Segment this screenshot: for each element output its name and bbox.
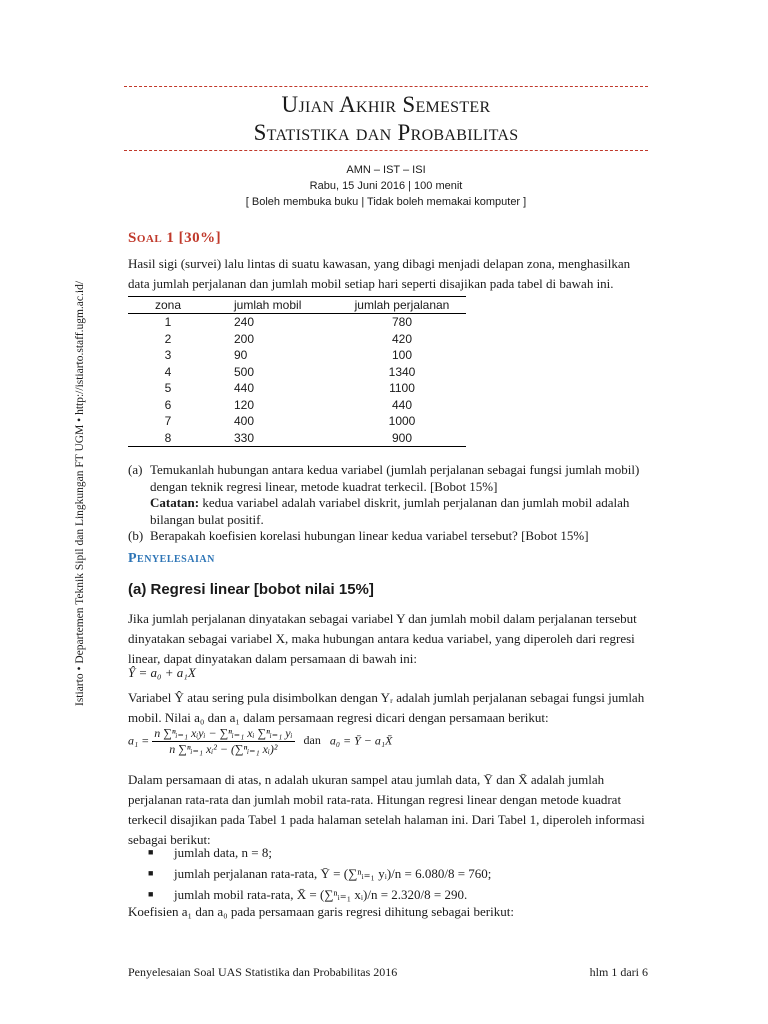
cell-zona: 3 <box>164 348 172 362</box>
cell-perjalanan: 1100 <box>389 381 415 395</box>
table-row <box>128 314 466 331</box>
cell-zona: 2 <box>164 331 172 346</box>
equation-regression: Ŷ = a₀ + a₁X <box>128 665 196 680</box>
solution-paragraph-1: Jika jumlah perjalanan dinyatakan sebagai variabel Y dan jumlah mobil dalam perjalanan tersebut dinyatakan sebagai variabel X, maka hubungan antara kedua variabel, yang diperoleh dari regresi linear, dapat dinyatakan dalam persamaan di bawah ini: <box>128 611 637 666</box>
cell-perjalanan: 1000 <box>388 414 416 428</box>
title-line-1: Ujian Akhir Semester <box>281 92 491 117</box>
solution-subheading-a: (a) Regresi linear [bobot nilai 15%] <box>128 581 374 598</box>
title-line-2: Statistika dan Probabilitas <box>253 120 519 145</box>
list-item-text: jumlah mobil rata-rata, X̄ = (∑ⁿᵢ₌₁ xᵢ)/n = 2.320/8 = 290. <box>174 887 468 902</box>
cell-perjalanan: 900 <box>338 430 466 447</box>
note-label: Catatan: <box>150 495 200 510</box>
cell-zona: 8 <box>128 430 208 447</box>
question-a <box>128 462 648 528</box>
table-row <box>128 430 466 447</box>
exam-rules: [ Boleh membuka buku | Tidak boleh memakai komputer ] <box>245 196 527 208</box>
cell-mobil: 90 <box>234 348 248 362</box>
note-text: kedua variabel adalah variabel diskrit, jumlah perjalanan dan jumlah mobil adalah bilangan bulat positif. <box>150 495 630 527</box>
cell-mobil: 200 <box>234 331 255 346</box>
solution-paragraph-2: Variabel Ŷ atau sering pula disimbolkan dengan Yᵣ adalah jumlah perjalanan sebagai fungsi jumlah mobil. Nilai a₀ dan a₁ dalam persamaan regresi dicari dengan persamaan berikut: <box>128 690 645 725</box>
bullet-icon: ■ <box>148 889 154 899</box>
equation-coefficients <box>128 726 392 757</box>
cell-mobil: 330 <box>208 430 338 447</box>
top-divider <box>124 86 648 87</box>
cell-perjalanan: 100 <box>391 348 413 362</box>
cell-perjalanan: 440 <box>391 397 413 412</box>
data-table <box>128 296 466 447</box>
equation-numerator: n ∑ⁿᵢ₌₁ xᵢyᵢ − ∑ⁿᵢ₌₁ xᵢ ∑ⁿᵢ₌₁ yᵢ <box>154 726 293 740</box>
cell-perjalanan: 1340 <box>388 364 416 379</box>
table-header-row <box>128 297 466 314</box>
footer-title: Penyelesaian Soal UAS Statistika dan Probabilitas 2016 <box>128 965 398 979</box>
cell-mobil: 120 <box>234 397 255 412</box>
cell-zona: 5 <box>164 381 172 395</box>
soal-1-heading: Soal 1 [30%] <box>128 230 222 246</box>
soal-1-intro: Hasil sigi (survei) lalu lintas di suatu kawasan, yang dibagi menjadi delapan zona, menghasilkan data jumlah perjalanan dan jumlah mobil setiap hari seperti disajikan pada tabel di bawah ini. <box>128 256 631 291</box>
table-row <box>128 413 466 430</box>
side-attribution: Istiarto • Departemen Teknik Sipil dan Lingkungan FT UGM • http://istiarto.staff.ugm.ac.id/ <box>74 280 86 706</box>
cell-mobil: 240 <box>234 315 255 329</box>
cell-mobil: 440 <box>234 381 255 395</box>
table-row <box>128 331 466 348</box>
cell-perjalanan: 420 <box>391 331 413 346</box>
table-row <box>128 397 466 414</box>
table-row <box>128 380 466 397</box>
question-b <box>128 528 648 545</box>
col-header-jumlah-mobil: jumlah mobil <box>208 297 338 314</box>
equation-fraction <box>152 726 294 757</box>
page-number: hlm 1 dari 6 <box>589 965 648 979</box>
cell-mobil: 400 <box>234 414 255 428</box>
question-list <box>128 462 648 545</box>
class-info: AMN – IST – ISI <box>346 164 426 176</box>
cell-zona: 7 <box>164 414 172 428</box>
question-b-label: (b) <box>128 528 144 543</box>
cell-zona: 6 <box>164 397 172 412</box>
question-a-label: (a) <box>128 462 143 477</box>
equation-dan: dan <box>303 733 321 748</box>
solution-heading: Penyelesaian <box>128 551 215 566</box>
bullet-icon: ■ <box>148 868 154 878</box>
list-item <box>148 842 491 863</box>
table-row <box>128 347 466 364</box>
title-divider <box>124 150 648 151</box>
cell-zona: 4 <box>164 364 172 379</box>
equation-a1-lhs: a₁ = <box>128 733 150 748</box>
solution-paragraph-3: Dalam persamaan di atas, n adalah ukuran sampel atau jumlah data, Ȳ dan X̄ adalah jumlah perjalanan rata-rata dan jumlah mobil rata-rata. Hitungan regresi linear dengan metode kuadrat terkecil disajikan pada Tabel 1 pada halaman setelah halaman ini. Dari Tabel 1, diperoleh informasi sebagai berikut: <box>128 772 645 847</box>
list-item-text: jumlah data, n = 8; <box>174 845 272 860</box>
question-b-text: Berapakah koefisien korelasi hubungan linear kedua variabel tersebut? [Bobot 15%] <box>150 528 589 543</box>
table-row <box>128 364 466 381</box>
col-header-jumlah-perjalanan: jumlah perjalanan <box>338 297 466 314</box>
question-a-text: Temukanlah hubungan antara kedua variabel (jumlah perjalanan sebagai fungsi jumlah mobil) dengan teknik regresi linear, metode kuadrat terkecil. [Bobot 15%] <box>150 462 640 494</box>
list-item <box>148 863 491 884</box>
col-header-zona: zona <box>128 297 208 314</box>
bullet-icon: ■ <box>148 847 154 857</box>
equation-a0: a₀ = Ȳ − a₁X̄ <box>329 733 393 748</box>
equation-denominator: n ∑ⁿᵢ₌₁ xᵢ² − (∑ⁿᵢ₌₁ xᵢ)² <box>169 742 278 756</box>
cell-perjalanan: 780 <box>391 315 413 329</box>
cell-zona: 1 <box>164 315 172 329</box>
solution-paragraph-4: Koefisien a₁ dan a₀ pada persamaan garis regresi dihitung sebagai berikut: <box>128 904 514 919</box>
cell-mobil: 500 <box>234 364 255 379</box>
info-list <box>148 842 491 905</box>
date-info: Rabu, 15 Juni 2016 | 100 menit <box>309 180 463 192</box>
list-item-text: jumlah perjalanan rata-rata, Ȳ = (∑ⁿᵢ₌₁ yᵢ)/n = 6.080/8 = 760; <box>174 866 492 881</box>
